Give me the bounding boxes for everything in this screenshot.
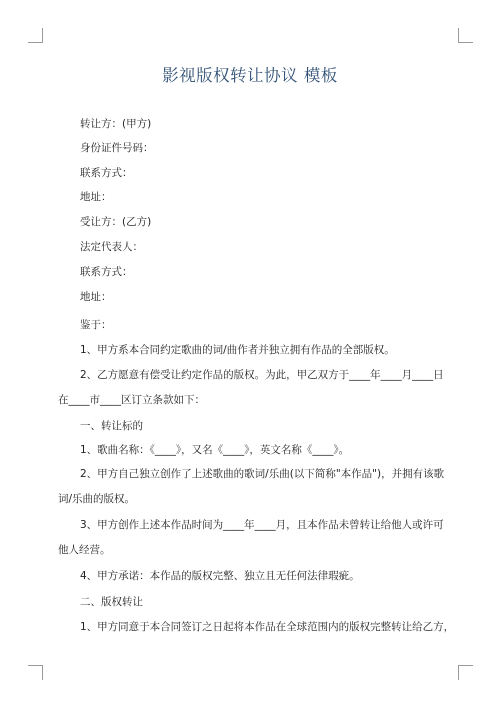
document-title: 影视版权转让协议 模板	[162, 66, 338, 85]
clause-1-2-continued: 词/乐曲的版权。	[58, 493, 136, 505]
clause-1-3-continued: 他人经营。	[58, 544, 111, 556]
transferor-contact-line: 联系方式：	[80, 167, 133, 179]
transferor-line: 转让方：(甲方)	[80, 118, 152, 130]
clause-1-3: 3、甲方创作上述本作品时间为____年____月，且本作品未曾转让给他人或许可	[80, 519, 444, 531]
page-corner-mark-top-right	[458, 28, 473, 43]
transferee-contact-line: 联系方式：	[80, 266, 133, 278]
section-1-heading: 一、转让标的	[80, 420, 143, 432]
page-corner-mark-bottom-left	[28, 665, 43, 680]
transferee-line: 受让方：(乙方)	[80, 216, 152, 228]
whereas-heading: 鉴于：	[80, 319, 112, 331]
recital-2: 2、乙方愿意有偿受让约定作品的版权。为此，甲乙双方于____年____月____日	[80, 369, 444, 381]
clause-2-1: 1、甲方同意于本合同签订之日起将本作品在全球范围内的版权完整转让给乙方，	[80, 621, 455, 633]
clause-1-2: 2、甲方自己独立创作了上述歌曲的歌词/乐曲(以下简称"本作品")，并拥有该歌	[80, 468, 445, 480]
recital-1: 1、甲方系本合同约定歌曲的词/曲作者并独立拥有作品的全部版权。	[80, 344, 395, 356]
legal-representative-line: 法定代表人：	[80, 241, 143, 253]
clause-1-4: 4、甲方承诺：本作品的版权完整、独立且无任何法律瑕疵。	[80, 570, 360, 582]
recital-2-continued: 在____市____区订立条款如下：	[58, 394, 205, 406]
transferor-address-line: 地址：	[80, 191, 112, 203]
clause-1-1: 1、歌曲名称：《____》，又名《____》，英文名称《____》。	[80, 444, 350, 456]
transferee-address-line: 地址：	[80, 291, 112, 303]
id-number-line: 身份证件号码：	[80, 142, 154, 154]
page-corner-mark-bottom-right	[458, 665, 473, 680]
section-2-heading: 二、版权转让	[80, 596, 143, 608]
page-corner-mark-top-left	[28, 28, 43, 43]
